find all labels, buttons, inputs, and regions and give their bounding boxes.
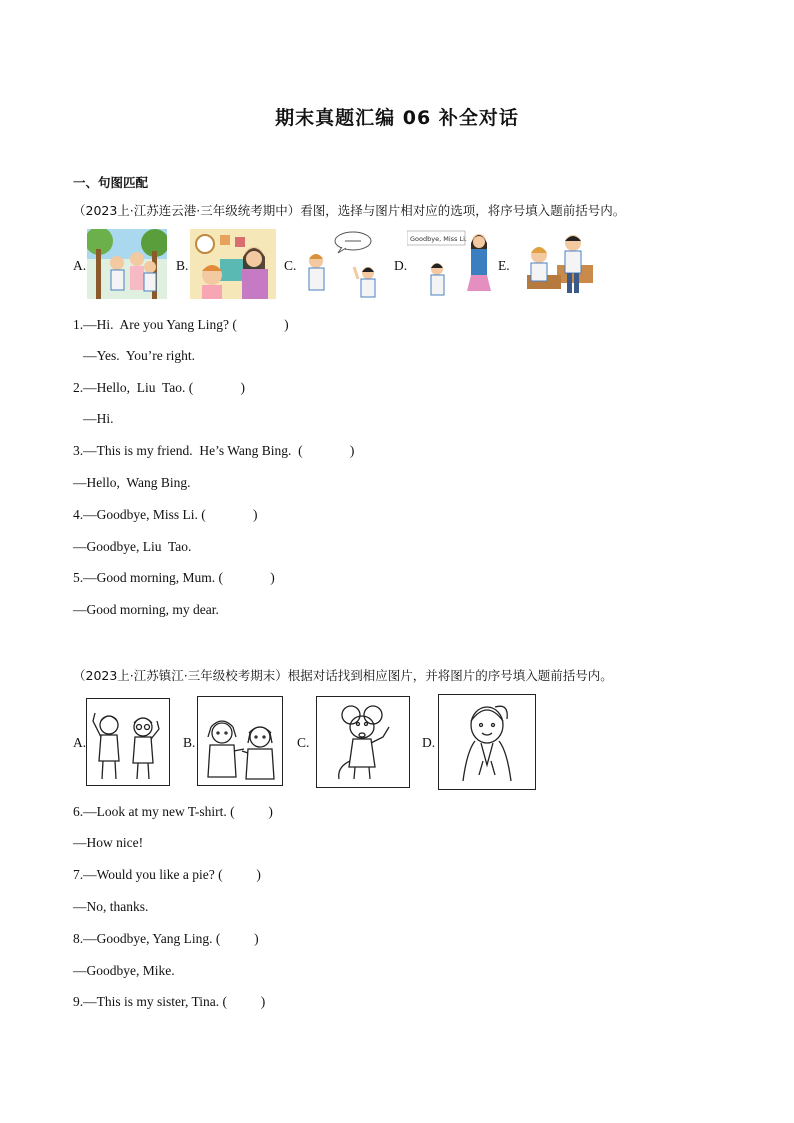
picture-a <box>87 229 167 299</box>
option-label-b: B. <box>176 258 189 273</box>
question-1: 1.—Hi. Are you Yang Ling? ( ) <box>73 317 289 332</box>
picture-2c <box>316 696 410 788</box>
picture-2a <box>86 698 170 786</box>
answer-1: —Yes. You’re right. <box>73 348 196 363</box>
answer-4: —Goodbye, Liu Tao. <box>73 539 192 554</box>
question-8: 8.—Goodbye, Yang Ling. ( ) <box>73 931 259 946</box>
option-label-e: E. <box>498 258 510 273</box>
answer-8: —Goodbye, Mike. <box>73 963 175 978</box>
question-2: 2.—Hello, Liu Tao. ( ) <box>73 380 246 395</box>
answer-6: —How nice! <box>73 835 144 850</box>
answer-3: —Hello, Wang Bing. <box>73 475 191 490</box>
answer-2: —Hi. <box>73 411 114 426</box>
picture-d <box>407 229 495 299</box>
section-source: （2023上·江苏连云港·三年级统考期中）看图，选择与图片相对应的选项，将序号填入题前括号内。 <box>73 203 626 218</box>
answer-7: —No, thanks. <box>73 899 149 914</box>
page-title: 期末真题汇编 06 补全对话 <box>275 107 519 129</box>
option-label-c: C. <box>284 258 297 273</box>
option-label-a: A. <box>73 258 87 273</box>
question-7: 7.—Would you like a pie? ( ) <box>73 867 261 882</box>
question-9: 9.—This is my sister, Tina. ( ) <box>73 994 266 1009</box>
picture-2d <box>438 694 536 790</box>
option-label-d: D. <box>394 258 408 273</box>
picture-c <box>298 229 384 299</box>
question-3: 3.—This is my friend. He’s Wang Bing. ( ) <box>73 443 355 458</box>
question-4: 4.—Goodbye, Miss Li. ( ) <box>73 507 258 522</box>
picture-b <box>190 229 276 299</box>
option-label-2d: D. <box>422 735 436 750</box>
speech-text-d: Goodbye, Miss Li. <box>410 235 467 243</box>
section-source-2: （2023上·江苏镇江·三年级校考期末）根据对话找到相应图片，并将图片的序号填入题前括号内。 <box>73 668 613 683</box>
picture-e <box>517 229 593 299</box>
section-heading: 一、句图匹配 <box>73 175 149 190</box>
question-6: 6.—Look at my new T-shirt. ( ) <box>73 804 273 819</box>
option-label-2b: B. <box>183 735 196 750</box>
picture-2b <box>197 696 283 786</box>
answer-5: —Good morning, my dear. <box>73 602 219 617</box>
option-label-2c: C. <box>297 735 310 750</box>
option-label-2a: A. <box>73 735 87 750</box>
question-5: 5.—Good morning, Mum. ( ) <box>73 570 275 585</box>
